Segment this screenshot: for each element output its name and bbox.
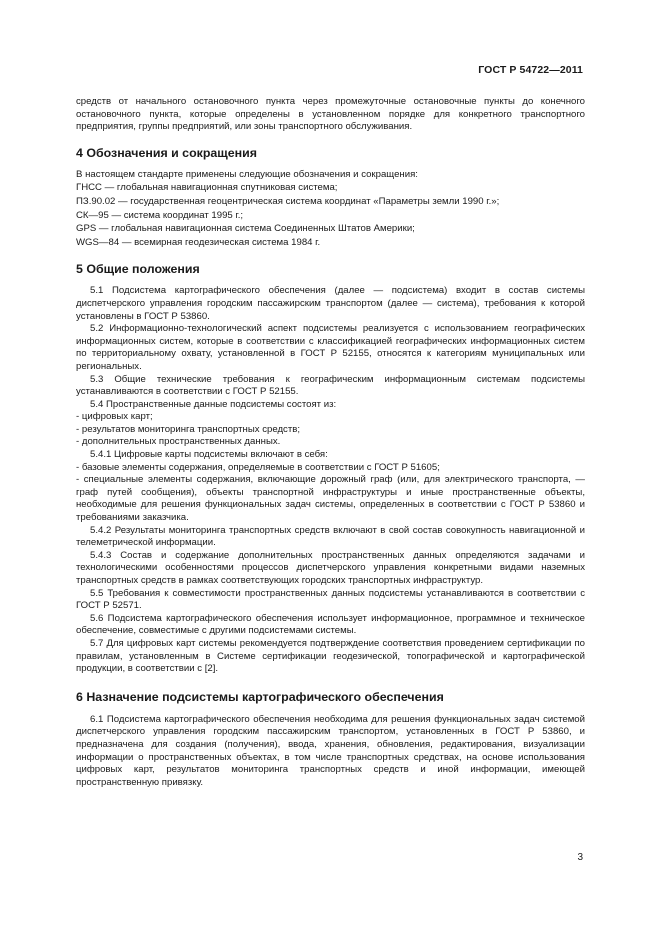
clause-5-4-item: - цифровых карт; (76, 411, 153, 423)
clause-5-7: 5.7 Для цифровых карт системы рекомендуется подтверждение соответствия проведением сертификации по правилам, установленным в Системе сертификации геодезической, топографической и картографической продукции, в соответствии с [2]. (76, 637, 585, 675)
abbreviation-item: ГНСС — глобальная навигационная спутниковая система; (76, 182, 338, 194)
section-6 (76, 690, 585, 790)
clause-5-3: 5.3 Общие технические требования к географическим информационным системам подсистемы устанавливаются в соответствии с ГОСТ Р 52155. (76, 373, 585, 398)
abbreviation-item: GPS — глобальная навигационная система Соединенных Штатов Америки; (76, 223, 415, 235)
clause-5-1: 5.1 Подсистема картографического обеспечения (далее — подсистема) входит в состав системы диспетчерского управления городским пассажирским транспортом (далее — система), требования к которой установлены в ГОСТ Р 53860. (76, 285, 585, 322)
section-5 (76, 262, 585, 675)
clause-5-4-1: 5.4.1 Цифровые карты подсистемы включают в себя: (90, 449, 328, 461)
section-4-title: 4 Обозначения и сокращения (76, 145, 257, 160)
clause-5-4-2: 5.4.2 Результаты мониторинга транспортных средств включают в свой состав совокупность навигационной и телеметрической информации. (76, 524, 585, 549)
document-header: ГОСТ Р 54722—2011 (478, 64, 583, 76)
clause-5-4-3: 5.4.3 Состав и содержание дополнительных пространственных данных определяются задачами и технологическими особенностями процессов диспетчерского управления конкретными видами наземных транспортных средств в рамках соответствующих городских транспортных инфраструктур. (76, 549, 585, 586)
clause-5-4-item: - результатов мониторинга транспортных средств; (76, 423, 301, 435)
clause-5-6: 5.6 Подсистема картографического обеспечения использует информационное, программное и техническое обеспечение, совместимые с другими подсистемами системы. (76, 612, 585, 637)
clause-5-2: 5.2 Информационно-технологический аспект подсистемы реализуется с использованием географических информационных систем, которые в соответствии с классификацией географических информационных систем по территориальному охвату, установленной в ГОСТ Р 52155, относятся к категориям муниципальных или региональных. (76, 323, 585, 372)
abbreviation-item: ПЗ.90.02 — государственная геоцентрическая система координат «Параметры земли 1990 г.»; (76, 195, 500, 207)
clause-5-5: 5.5 Требования к совместимости пространственных данных подсистемы устанавливаются в соответствии с ГОСТ Р 52571. (76, 587, 585, 612)
section-5-title: 5 Общие положения (76, 262, 200, 277)
clause-5-4-1-item-a: - базовые элементы содержания, определяемые в соответствии с ГОСТ Р 51605; (76, 461, 440, 473)
section-4 (76, 146, 585, 250)
abbreviation-item: WGS—84 — всемирная геодезическая система 1984 г. (76, 236, 321, 248)
clause-5-4: 5.4 Пространственные данные подсистемы состоят из: (90, 398, 337, 410)
clause-5-4-1-item-b: - специальные элементы содержания, включающие дорожный граф (или, для электрического транспорта, — граф путей сообщения), объекты транспортной инфраструктуры и иные пространственные объекты, необходимые для решения функциональных задач системы, определенных в соответствии с ГОСТ Р 53860 и требованиями заказчика. (76, 474, 585, 524)
intro-paragraph: средств от начального остановочного пункта через промежуточные остановочные пункты до конечного остановочного пункта, которые определены в установленном порядке для конкретного транспортного предприятия, группы предприятий, или зоны транспортного обслуживания. (76, 96, 585, 133)
clause-6-1: 6.1 Подсистема картографического обеспечения необходима для решения функциональных задач системой диспетчерского управления городским пассажирским транспортом, установленных в ГОСТ Р 53860, и предназначена для создания (получения), ввода, хранения, обновления, редактирования, визуализации информации о пространственных объектах, в том числе транспортных средствах, на основе использования цифровых карт, результатов мониторинга транспортных средств и иной информации, имеющей пространственную привязку. (76, 713, 585, 788)
section-6-title: 6 Назначение подсистемы картографического обеспечения (76, 689, 444, 704)
page-number: 3 (577, 852, 583, 863)
abbreviation-item: СК—95 — система координат 1995 г.; (76, 209, 244, 221)
clause-5-4-item: - дополнительных пространственных данных. (76, 436, 281, 448)
document-body (76, 96, 585, 789)
section-4-lead: В настоящем стандарте применены следующие обозначения и сокращения: (76, 168, 418, 180)
